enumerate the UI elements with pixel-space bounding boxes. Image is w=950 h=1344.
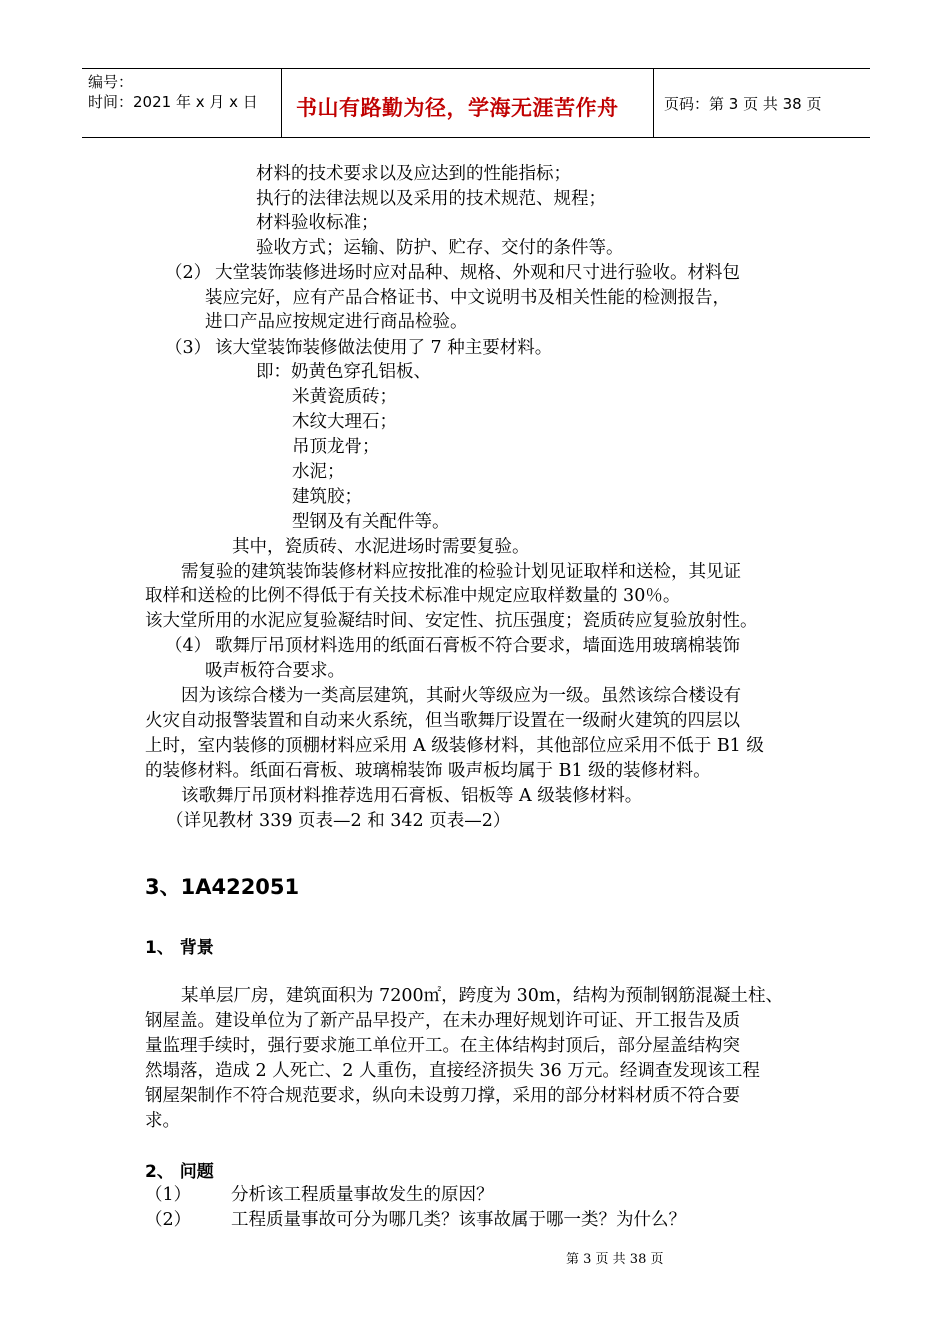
item-number: （2） — [165, 263, 212, 283]
text-line: 该歌舞厅吊顶材料推荐选用石膏板、铝板等 A 级装修材料。 — [181, 786, 643, 806]
header-number-label: 编号： — [88, 73, 134, 91]
header-divider — [281, 68, 282, 137]
text-line: 材料验收标准； — [256, 213, 379, 233]
material-item: 米黄瓷质砖； — [292, 387, 397, 407]
header-date: 时间：2021 年 x 月 x 日 — [88, 93, 258, 111]
text-line: 因为该综合楼为一类高层建筑，其耐火等级应为一级。虽然该综合楼设有 — [181, 686, 741, 706]
text-line: 的装修材料。纸面石膏板、玻璃棉装饰 吸声板均属于 B1 级的装修材料。 — [145, 761, 711, 781]
text-line: 火灾自动报警装置和自动来火系统，但当歌舞厅设置在一级耐火建筑的四层以 — [145, 711, 740, 731]
header-divider — [653, 68, 654, 137]
header-motto: 书山有路勤为径，学海无涯苦作舟 — [296, 96, 619, 120]
subsection-title: 1、 背景 — [145, 938, 214, 958]
text-line: 然塌落，造成 2 人死亡、2 人重伤，直接经济损失 36 万元。经调查发现该工程 — [145, 1061, 760, 1081]
text-line: 取样和送检的比例不得低于有关技术标准中规定应取样数量的 30％。 — [145, 586, 681, 606]
material-item: 水泥； — [292, 462, 345, 482]
item-number: （1） — [145, 1185, 192, 1205]
material-item: 木纹大理石； — [292, 412, 397, 432]
text-line: 需复验的建筑装饰装修材料应按批准的检验计划见证取样和送检，其见证 — [181, 562, 741, 582]
text-line: 该大堂所用的水泥应复验凝结时间、安定性、抗压强度；瓷质砖应复验放射性。 — [145, 611, 758, 631]
text-line: （详见教材 339 页表—2 和 342 页表—2） — [166, 811, 511, 831]
text-line: 歌舞厅吊顶材料选用的纸面石膏板不符合要求，墙面选用玻璃棉装饰 — [215, 636, 740, 656]
text-line: 装应完好，应有产品合格证书、中文说明书及相关性能的检测报告， — [205, 288, 730, 308]
item-number: （2） — [145, 1210, 192, 1230]
text-line: 其中，瓷质砖、水泥进场时需要复验。 — [232, 537, 530, 557]
header-page-label: 页码：第 3 页 共 38 页 — [664, 95, 822, 113]
text-line: 上时，室内装修的顶棚材料应采用 A 级装修材料，其他部位应采用不低于 B1 级 — [145, 736, 764, 756]
text-line: 验收方式；运输、防护、贮存、交付的条件等。 — [256, 238, 624, 258]
text-line: 钢屋盖。建设单位为了新产品早投产，在未办理好规划许可证、开工报告及质 — [145, 1011, 740, 1031]
text-line: 某单层厂房，建筑面积为 7200㎡，跨度为 30m，结构为预制钢筋混凝土柱、 — [181, 986, 784, 1006]
question-text: 工程质量事故可分为哪几类？该事故属于哪一类？为什么？ — [231, 1210, 686, 1230]
material-item: 型钢及有关配件等。 — [292, 512, 450, 532]
text-line: 求。 — [145, 1111, 180, 1131]
item-number: （4） — [165, 636, 212, 656]
text-line: 钢屋架制作不符合规范要求，纵向未设剪刀撑，采用的部分材料材质不符合要 — [145, 1086, 740, 1106]
text-line: 执行的法律法规以及采用的技术规范、规程； — [256, 189, 606, 209]
text-line: 量监理手续时，强行要求施工单位开工。在主体结构封顶后，部分屋盖结构突 — [145, 1036, 740, 1056]
footer-page-number: 第 3 页 共 38 页 — [566, 1252, 664, 1267]
question-text: 分析该工程质量事故发生的原因？ — [231, 1185, 494, 1205]
item-number: （3） — [165, 338, 212, 358]
text-line: 该大堂装饰装修做法使用了 7 种主要材料。 — [215, 338, 553, 358]
material-item: 吊顶龙骨； — [292, 437, 380, 457]
material-item: 建筑胶； — [292, 487, 362, 507]
section-title: 3、1A422051 — [145, 875, 300, 899]
text-line: 大堂装饰装修进场时应对品种、规格、外观和尺寸进行验收。材料包 — [215, 263, 740, 283]
material-item: 即：奶黄色穿孔铝板、 — [256, 362, 431, 382]
text-line: 吸声板符合要求。 — [205, 661, 345, 681]
text-line: 材料的技术要求以及应达到的性能指标； — [256, 164, 571, 184]
text-line: 进口产品应按规定进行商品检验。 — [205, 312, 468, 332]
subsection-title: 2、 问题 — [145, 1162, 214, 1182]
